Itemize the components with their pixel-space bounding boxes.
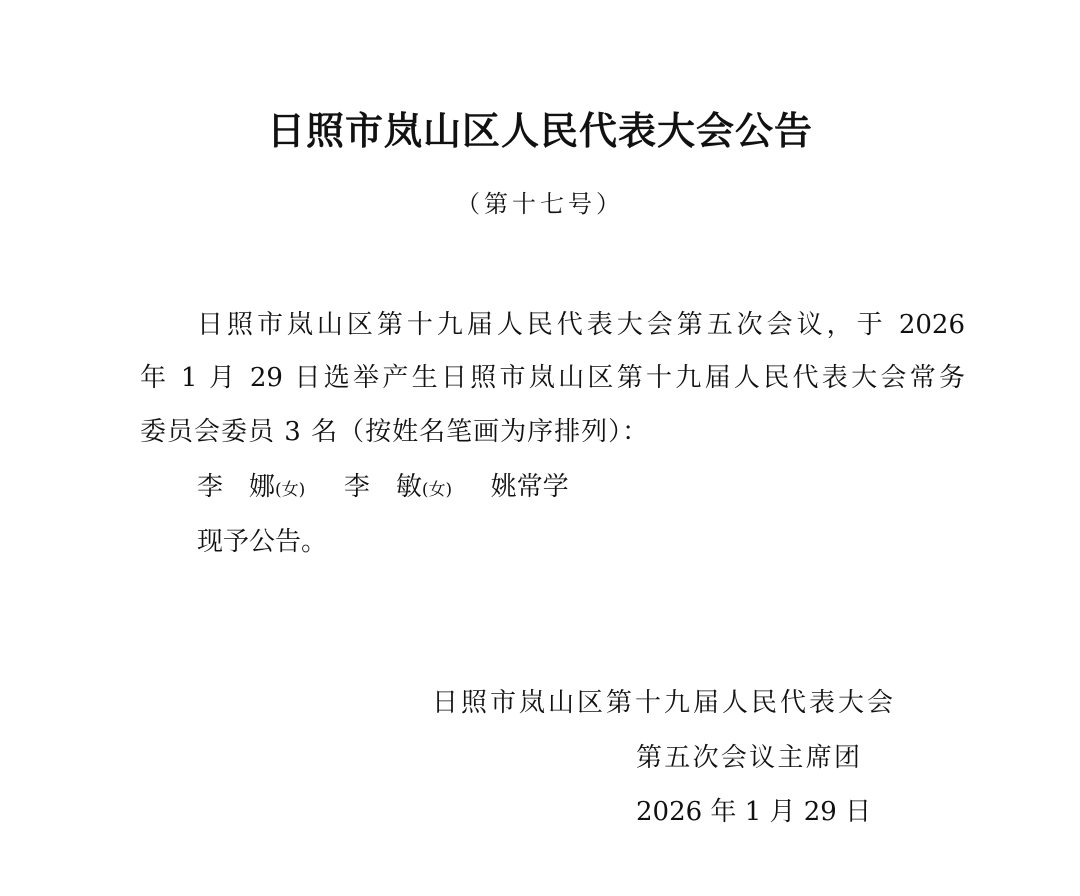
closing-text: 现予公告。 bbox=[197, 527, 328, 557]
member-name: 姚常学 bbox=[490, 472, 569, 502]
announcement-number: （第十七号） bbox=[456, 190, 624, 218]
signature-org: 日照市岚山区第十九届人民代表大会 bbox=[432, 688, 893, 718]
body-line-1: 日照市岚山区第十九届人民代表大会第五次会议，于 2026 bbox=[197, 310, 965, 340]
signature-presidium: 第五次会议主席团 bbox=[636, 743, 860, 773]
member-list bbox=[197, 470, 569, 507]
document-title: 日照市岚山区人民代表大会公告 bbox=[266, 108, 813, 153]
signature-date: 2026 年 1 月 29 日 bbox=[636, 797, 872, 827]
member-gender: (女) bbox=[275, 480, 306, 500]
body-line-2: 年 1 月 29 日选举产生日照市岚山区第十九届人民代表大会常务 bbox=[140, 363, 965, 393]
member-gender: (女) bbox=[421, 480, 453, 500]
body-line-3: 委员会委员 3 名（按姓名笔画为序排列）： bbox=[140, 417, 650, 447]
member-name: 李 娜 bbox=[197, 472, 276, 502]
member-name: 李 敏 bbox=[343, 472, 422, 502]
